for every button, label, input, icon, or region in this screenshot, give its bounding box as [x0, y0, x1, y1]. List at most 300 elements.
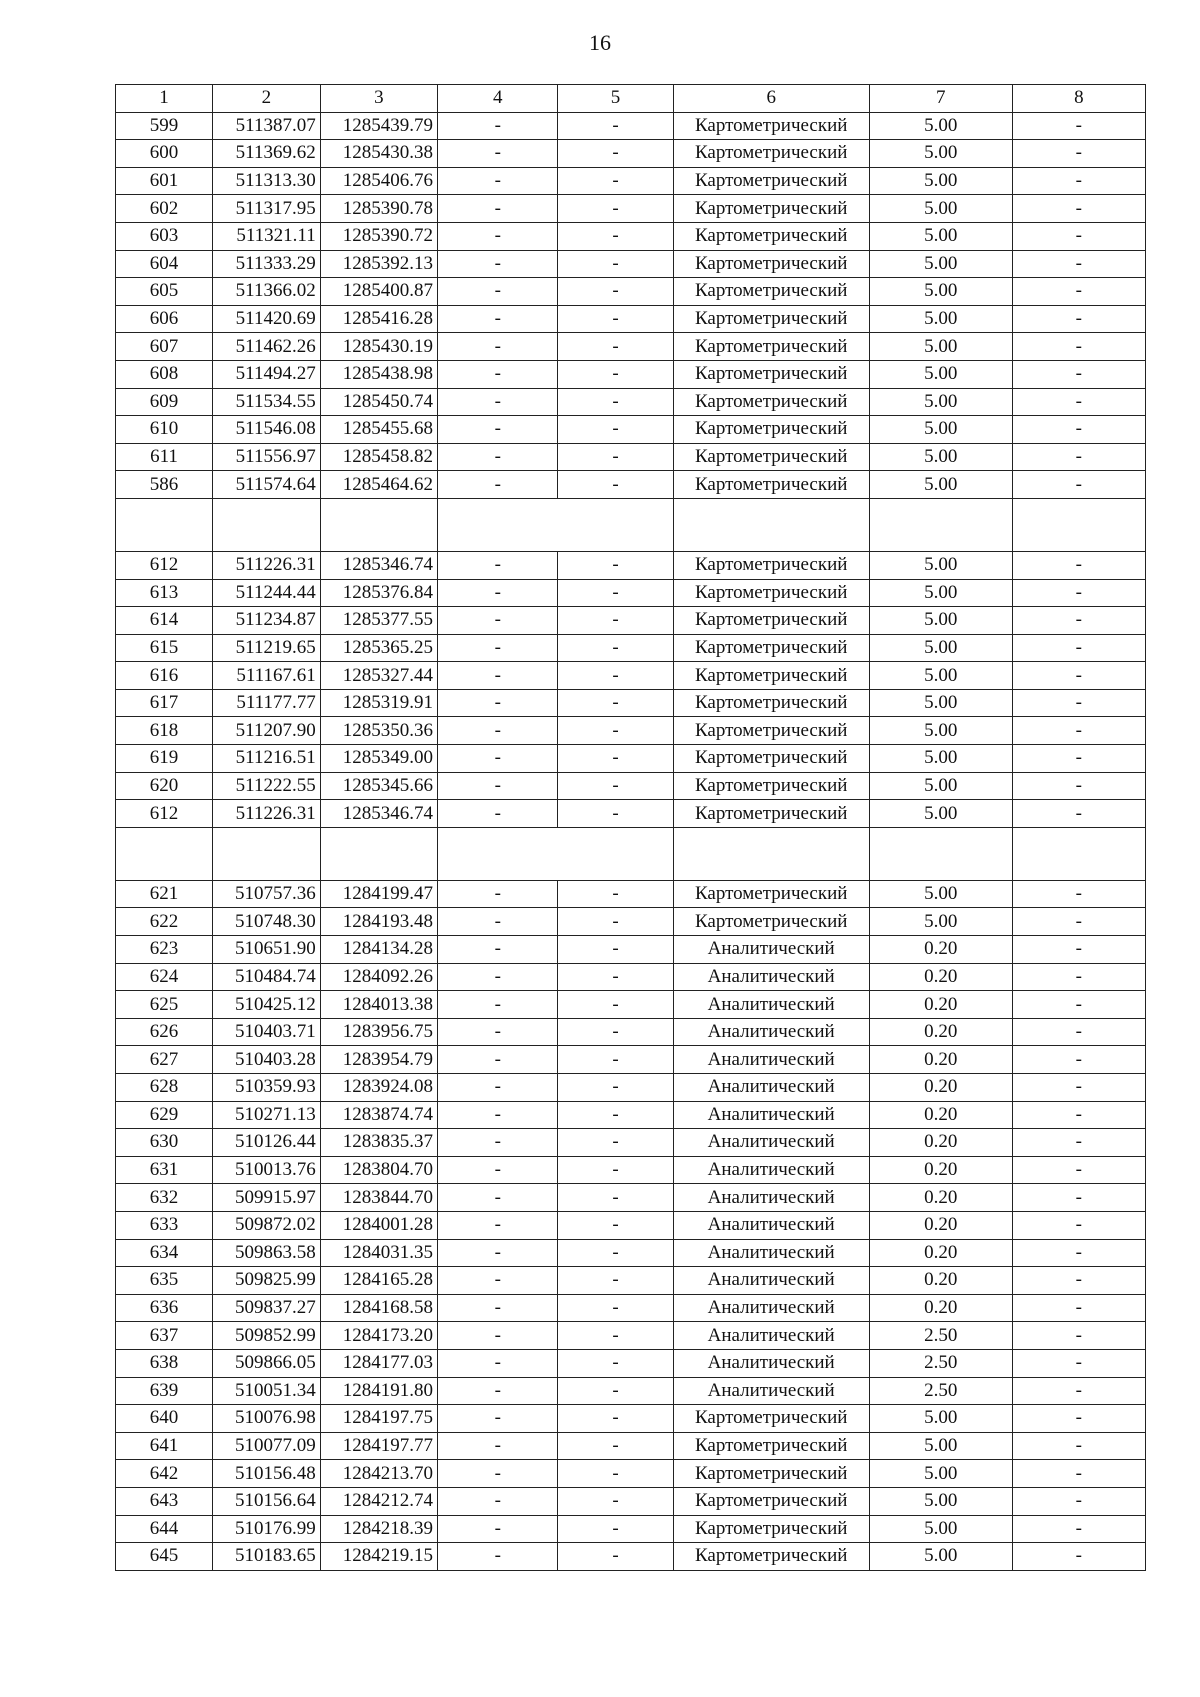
x-coordinate-cell: 510403.28 [213, 1046, 321, 1074]
col8-cell: - [1012, 1543, 1145, 1571]
col5-cell: - [558, 1377, 673, 1405]
col4-cell: - [437, 1515, 557, 1543]
accuracy-cell: 5.00 [869, 1460, 1012, 1488]
y-coordinate-cell: 1285349.00 [320, 745, 437, 773]
x-coordinate-cell: 509863.58 [213, 1239, 321, 1267]
method-cell: Аналитический [673, 1239, 869, 1267]
col5-cell: - [558, 388, 673, 416]
x-coordinate-cell: 510013.76 [213, 1156, 321, 1184]
accuracy-cell: 0.20 [869, 991, 1012, 1019]
point-number-cell: 645 [116, 1543, 213, 1571]
x-coordinate-cell: 510484.74 [213, 963, 321, 991]
table-row [116, 1294, 1146, 1322]
col8-cell: - [1012, 388, 1145, 416]
col4-cell: - [437, 1460, 557, 1488]
table-row [116, 1487, 1146, 1515]
col5-cell: - [558, 167, 673, 195]
accuracy-cell: 5.00 [869, 745, 1012, 773]
table-row [116, 1101, 1146, 1129]
point-number-cell: 641 [116, 1432, 213, 1460]
x-coordinate-cell: 511317.95 [213, 195, 321, 223]
separator-cell [673, 498, 869, 551]
col5-cell: - [558, 963, 673, 991]
col4-cell: - [437, 551, 557, 579]
accuracy-cell: 5.00 [869, 551, 1012, 579]
col5-cell: - [558, 908, 673, 936]
accuracy-cell: 5.00 [869, 1543, 1012, 1571]
y-coordinate-cell: 1285464.62 [320, 471, 437, 499]
table-row [116, 551, 1146, 579]
col4-cell: - [437, 250, 557, 278]
point-number-cell: 621 [116, 880, 213, 908]
y-coordinate-cell: 1283835.37 [320, 1129, 437, 1157]
col5-cell: - [558, 1184, 673, 1212]
col4-cell: - [437, 278, 557, 306]
accuracy-cell: 5.00 [869, 333, 1012, 361]
method-cell: Картометрический [673, 689, 869, 717]
separator-cell [1012, 827, 1145, 880]
col8-cell: - [1012, 305, 1145, 333]
table-row [116, 745, 1146, 773]
point-number-cell: 613 [116, 579, 213, 607]
accuracy-cell: 5.00 [869, 250, 1012, 278]
col5-cell: - [558, 112, 673, 140]
method-cell: Аналитический [673, 1349, 869, 1377]
col8-cell: - [1012, 579, 1145, 607]
col8-cell: - [1012, 222, 1145, 250]
group-separator-row [116, 827, 1146, 880]
accuracy-cell: 5.00 [869, 443, 1012, 471]
x-coordinate-cell: 511556.97 [213, 443, 321, 471]
col8-cell: - [1012, 360, 1145, 388]
method-cell: Картометрический [673, 551, 869, 579]
table-row [116, 662, 1146, 690]
y-coordinate-cell: 1285416.28 [320, 305, 437, 333]
x-coordinate-cell: 511219.65 [213, 634, 321, 662]
y-coordinate-cell: 1285390.78 [320, 195, 437, 223]
x-coordinate-cell: 510359.93 [213, 1074, 321, 1102]
col4-cell: - [437, 908, 557, 936]
method-cell: Картометрический [673, 1515, 869, 1543]
col8-cell: - [1012, 1156, 1145, 1184]
col8-cell: - [1012, 1405, 1145, 1433]
table-row [116, 1460, 1146, 1488]
point-number-cell: 643 [116, 1487, 213, 1515]
method-cell: Картометрический [673, 443, 869, 471]
separator-cell [437, 827, 557, 880]
method-cell: Аналитический [673, 1018, 869, 1046]
column-header: 3 [320, 85, 437, 113]
point-number-cell: 614 [116, 607, 213, 635]
col4-cell: - [437, 1432, 557, 1460]
accuracy-cell: 5.00 [869, 662, 1012, 690]
col8-cell: - [1012, 1101, 1145, 1129]
accuracy-cell: 5.00 [869, 1432, 1012, 1460]
col5-cell: - [558, 689, 673, 717]
col8-cell: - [1012, 250, 1145, 278]
col5-cell: - [558, 607, 673, 635]
col8-cell: - [1012, 1487, 1145, 1515]
point-number-cell: 605 [116, 278, 213, 306]
col8-cell: - [1012, 662, 1145, 690]
y-coordinate-cell: 1284165.28 [320, 1267, 437, 1295]
table-row [116, 1184, 1146, 1212]
accuracy-cell: 5.00 [869, 1487, 1012, 1515]
col5-cell: - [558, 416, 673, 444]
x-coordinate-cell: 511534.55 [213, 388, 321, 416]
separator-cell [869, 827, 1012, 880]
accuracy-cell: 0.20 [869, 1211, 1012, 1239]
point-number-cell: 627 [116, 1046, 213, 1074]
point-number-cell: 601 [116, 167, 213, 195]
col5-cell: - [558, 1543, 673, 1571]
point-number-cell: 607 [116, 333, 213, 361]
col5-cell: - [558, 880, 673, 908]
point-number-cell: 599 [116, 112, 213, 140]
accuracy-cell: 5.00 [869, 388, 1012, 416]
method-cell: Картометрический [673, 416, 869, 444]
point-number-cell: 600 [116, 140, 213, 168]
x-coordinate-cell: 511574.64 [213, 471, 321, 499]
table-row [116, 471, 1146, 499]
col4-cell: - [437, 1184, 557, 1212]
table-row [116, 1322, 1146, 1350]
y-coordinate-cell: 1283844.70 [320, 1184, 437, 1212]
col5-cell: - [558, 1018, 673, 1046]
separator-cell [213, 827, 321, 880]
col8-cell: - [1012, 112, 1145, 140]
method-cell: Картометрический [673, 1432, 869, 1460]
method-cell: Картометрический [673, 471, 869, 499]
point-number-cell: 603 [116, 222, 213, 250]
col5-cell: - [558, 1515, 673, 1543]
column-header: 5 [558, 85, 673, 113]
point-number-cell: 602 [116, 195, 213, 223]
column-header: 2 [213, 85, 321, 113]
separator-cell [869, 498, 1012, 551]
col8-cell: - [1012, 1129, 1145, 1157]
col5-cell: - [558, 936, 673, 964]
point-number-cell: 609 [116, 388, 213, 416]
col5-cell: - [558, 1487, 673, 1515]
method-cell: Аналитический [673, 1267, 869, 1295]
y-coordinate-cell: 1284193.48 [320, 908, 437, 936]
col5-cell: - [558, 1074, 673, 1102]
table-row [116, 195, 1146, 223]
y-coordinate-cell: 1285319.91 [320, 689, 437, 717]
col5-cell: - [558, 991, 673, 1019]
point-number-cell: 632 [116, 1184, 213, 1212]
col8-cell: - [1012, 908, 1145, 936]
method-cell: Картометрический [673, 607, 869, 635]
table-row [116, 167, 1146, 195]
table-row [116, 880, 1146, 908]
col4-cell: - [437, 1046, 557, 1074]
accuracy-cell: 5.00 [869, 689, 1012, 717]
separator-cell [1012, 498, 1145, 551]
col5-cell: - [558, 1239, 673, 1267]
x-coordinate-cell: 509866.05 [213, 1349, 321, 1377]
accuracy-cell: 5.00 [869, 607, 1012, 635]
accuracy-cell: 0.20 [869, 1018, 1012, 1046]
accuracy-cell: 5.00 [869, 880, 1012, 908]
table-row [116, 1267, 1146, 1295]
table-row [116, 222, 1146, 250]
table-row [116, 1211, 1146, 1239]
col4-cell: - [437, 745, 557, 773]
col8-cell: - [1012, 607, 1145, 635]
col8-cell: - [1012, 1211, 1145, 1239]
y-coordinate-cell: 1284218.39 [320, 1515, 437, 1543]
table-row [116, 333, 1146, 361]
x-coordinate-cell: 510176.99 [213, 1515, 321, 1543]
method-cell: Картометрический [673, 1487, 869, 1515]
col5-cell: - [558, 1349, 673, 1377]
table-row [116, 1543, 1146, 1571]
x-coordinate-cell: 510183.65 [213, 1543, 321, 1571]
y-coordinate-cell: 1285430.38 [320, 140, 437, 168]
table-row [116, 800, 1146, 828]
col8-cell: - [1012, 1239, 1145, 1267]
y-coordinate-cell: 1285377.55 [320, 607, 437, 635]
col8-cell: - [1012, 1349, 1145, 1377]
point-number-cell: 634 [116, 1239, 213, 1267]
col4-cell: - [437, 195, 557, 223]
table-row [116, 416, 1146, 444]
x-coordinate-cell: 510651.90 [213, 936, 321, 964]
col8-cell: - [1012, 1018, 1145, 1046]
col8-cell: - [1012, 278, 1145, 306]
method-cell: Картометрический [673, 745, 869, 773]
col8-cell: - [1012, 1074, 1145, 1102]
method-cell: Картометрический [673, 908, 869, 936]
col4-cell: - [437, 1349, 557, 1377]
point-number-cell: 604 [116, 250, 213, 278]
y-coordinate-cell: 1285450.74 [320, 388, 437, 416]
y-coordinate-cell: 1284092.26 [320, 963, 437, 991]
point-number-cell: 644 [116, 1515, 213, 1543]
col4-cell: - [437, 1487, 557, 1515]
accuracy-cell: 0.20 [869, 1184, 1012, 1212]
x-coordinate-cell: 511494.27 [213, 360, 321, 388]
x-coordinate-cell: 509915.97 [213, 1184, 321, 1212]
accuracy-cell: 5.00 [869, 360, 1012, 388]
col8-cell: - [1012, 1184, 1145, 1212]
table-row [116, 634, 1146, 662]
col4-cell: - [437, 416, 557, 444]
y-coordinate-cell: 1285430.19 [320, 333, 437, 361]
col4-cell: - [437, 1211, 557, 1239]
table-row [116, 991, 1146, 1019]
separator-cell [437, 498, 557, 551]
col5-cell: - [558, 579, 673, 607]
method-cell: Аналитический [673, 1129, 869, 1157]
y-coordinate-cell: 1285346.74 [320, 800, 437, 828]
col8-cell: - [1012, 1515, 1145, 1543]
col8-cell: - [1012, 745, 1145, 773]
method-cell: Аналитический [673, 1184, 869, 1212]
col8-cell: - [1012, 1432, 1145, 1460]
y-coordinate-cell: 1285350.36 [320, 717, 437, 745]
table-row [116, 1377, 1146, 1405]
x-coordinate-cell: 511167.61 [213, 662, 321, 690]
col4-cell: - [437, 963, 557, 991]
y-coordinate-cell: 1284031.35 [320, 1239, 437, 1267]
col5-cell: - [558, 717, 673, 745]
column-header: 6 [673, 85, 869, 113]
col4-cell: - [437, 1267, 557, 1295]
table-row [116, 250, 1146, 278]
col8-cell: - [1012, 936, 1145, 964]
method-cell: Картометрический [673, 717, 869, 745]
y-coordinate-cell: 1285438.98 [320, 360, 437, 388]
point-number-cell: 612 [116, 800, 213, 828]
col4-cell: - [437, 800, 557, 828]
separator-cell [116, 498, 213, 551]
col5-cell: - [558, 662, 673, 690]
y-coordinate-cell: 1284197.77 [320, 1432, 437, 1460]
point-number-cell: 631 [116, 1156, 213, 1184]
col4-cell: - [437, 471, 557, 499]
y-coordinate-cell: 1284134.28 [320, 936, 437, 964]
y-coordinate-cell: 1284197.75 [320, 1405, 437, 1433]
col8-cell: - [1012, 140, 1145, 168]
y-coordinate-cell: 1285392.13 [320, 250, 437, 278]
col4-cell: - [437, 360, 557, 388]
separator-cell [558, 498, 673, 551]
x-coordinate-cell: 509852.99 [213, 1322, 321, 1350]
y-coordinate-cell: 1285345.66 [320, 772, 437, 800]
method-cell: Картометрический [673, 195, 869, 223]
separator-cell [673, 827, 869, 880]
col5-cell: - [558, 443, 673, 471]
y-coordinate-cell: 1285376.84 [320, 579, 437, 607]
col4-cell: - [437, 1018, 557, 1046]
y-coordinate-cell: 1283874.74 [320, 1101, 437, 1129]
y-coordinate-cell: 1285458.82 [320, 443, 437, 471]
method-cell: Аналитический [673, 1101, 869, 1129]
col8-cell: - [1012, 195, 1145, 223]
table-row [116, 1129, 1146, 1157]
col4-cell: - [437, 1543, 557, 1571]
col4-cell: - [437, 689, 557, 717]
table-body [116, 85, 1146, 1571]
table-row [116, 772, 1146, 800]
method-cell: Аналитический [673, 1156, 869, 1184]
col5-cell: - [558, 250, 673, 278]
x-coordinate-cell: 511313.30 [213, 167, 321, 195]
y-coordinate-cell: 1284168.58 [320, 1294, 437, 1322]
col4-cell: - [437, 1294, 557, 1322]
x-coordinate-cell: 510748.30 [213, 908, 321, 936]
col5-cell: - [558, 333, 673, 361]
method-cell: Аналитический [673, 1074, 869, 1102]
col5-cell: - [558, 471, 673, 499]
accuracy-cell: 0.20 [869, 1074, 1012, 1102]
accuracy-cell: 0.20 [869, 1101, 1012, 1129]
accuracy-cell: 2.50 [869, 1322, 1012, 1350]
table-row [116, 717, 1146, 745]
table-row [116, 1405, 1146, 1433]
method-cell: Картометрический [673, 772, 869, 800]
col5-cell: - [558, 1156, 673, 1184]
col8-cell: - [1012, 1046, 1145, 1074]
y-coordinate-cell: 1285365.25 [320, 634, 437, 662]
column-header: 7 [869, 85, 1012, 113]
x-coordinate-cell: 509825.99 [213, 1267, 321, 1295]
y-coordinate-cell: 1285327.44 [320, 662, 437, 690]
method-cell: Картометрический [673, 167, 869, 195]
y-coordinate-cell: 1285346.74 [320, 551, 437, 579]
col4-cell: - [437, 305, 557, 333]
x-coordinate-cell: 511462.26 [213, 333, 321, 361]
method-cell: Аналитический [673, 1294, 869, 1322]
separator-cell [116, 827, 213, 880]
method-cell: Картометрический [673, 579, 869, 607]
x-coordinate-cell: 510051.34 [213, 1377, 321, 1405]
col4-cell: - [437, 579, 557, 607]
col4-cell: - [437, 1377, 557, 1405]
col8-cell: - [1012, 880, 1145, 908]
method-cell: Картометрический [673, 634, 869, 662]
x-coordinate-cell: 510757.36 [213, 880, 321, 908]
point-number-cell: 633 [116, 1211, 213, 1239]
point-number-cell: 608 [116, 360, 213, 388]
table-row [116, 607, 1146, 635]
point-number-cell: 617 [116, 689, 213, 717]
table-row [116, 1239, 1146, 1267]
table-row [116, 936, 1146, 964]
col8-cell: - [1012, 551, 1145, 579]
accuracy-cell: 5.00 [869, 717, 1012, 745]
col5-cell: - [558, 1405, 673, 1433]
accuracy-cell: 5.00 [869, 908, 1012, 936]
method-cell: Картометрический [673, 662, 869, 690]
point-number-cell: 626 [116, 1018, 213, 1046]
y-coordinate-cell: 1284212.74 [320, 1487, 437, 1515]
accuracy-cell: 5.00 [869, 634, 1012, 662]
col5-cell: - [558, 1129, 673, 1157]
separator-cell [320, 827, 437, 880]
x-coordinate-cell: 509872.02 [213, 1211, 321, 1239]
point-number-cell: 640 [116, 1405, 213, 1433]
col8-cell: - [1012, 471, 1145, 499]
table-row [116, 140, 1146, 168]
point-number-cell: 636 [116, 1294, 213, 1322]
table-row [116, 963, 1146, 991]
accuracy-cell: 5.00 [869, 1515, 1012, 1543]
col8-cell: - [1012, 1267, 1145, 1295]
method-cell: Картометрический [673, 1460, 869, 1488]
col4-cell: - [437, 1129, 557, 1157]
col8-cell: - [1012, 333, 1145, 361]
col8-cell: - [1012, 800, 1145, 828]
accuracy-cell: 0.20 [869, 936, 1012, 964]
x-coordinate-cell: 510156.64 [213, 1487, 321, 1515]
page-number: 16 [589, 30, 611, 55]
table-row [116, 112, 1146, 140]
accuracy-cell: 5.00 [869, 1405, 1012, 1433]
accuracy-cell: 5.00 [869, 800, 1012, 828]
method-cell: Аналитический [673, 1377, 869, 1405]
method-cell: Картометрический [673, 333, 869, 361]
accuracy-cell: 5.00 [869, 579, 1012, 607]
col8-cell: - [1012, 991, 1145, 1019]
table-row [116, 1046, 1146, 1074]
col5-cell: - [558, 1211, 673, 1239]
accuracy-cell: 5.00 [869, 772, 1012, 800]
method-cell: Картометрический [673, 388, 869, 416]
